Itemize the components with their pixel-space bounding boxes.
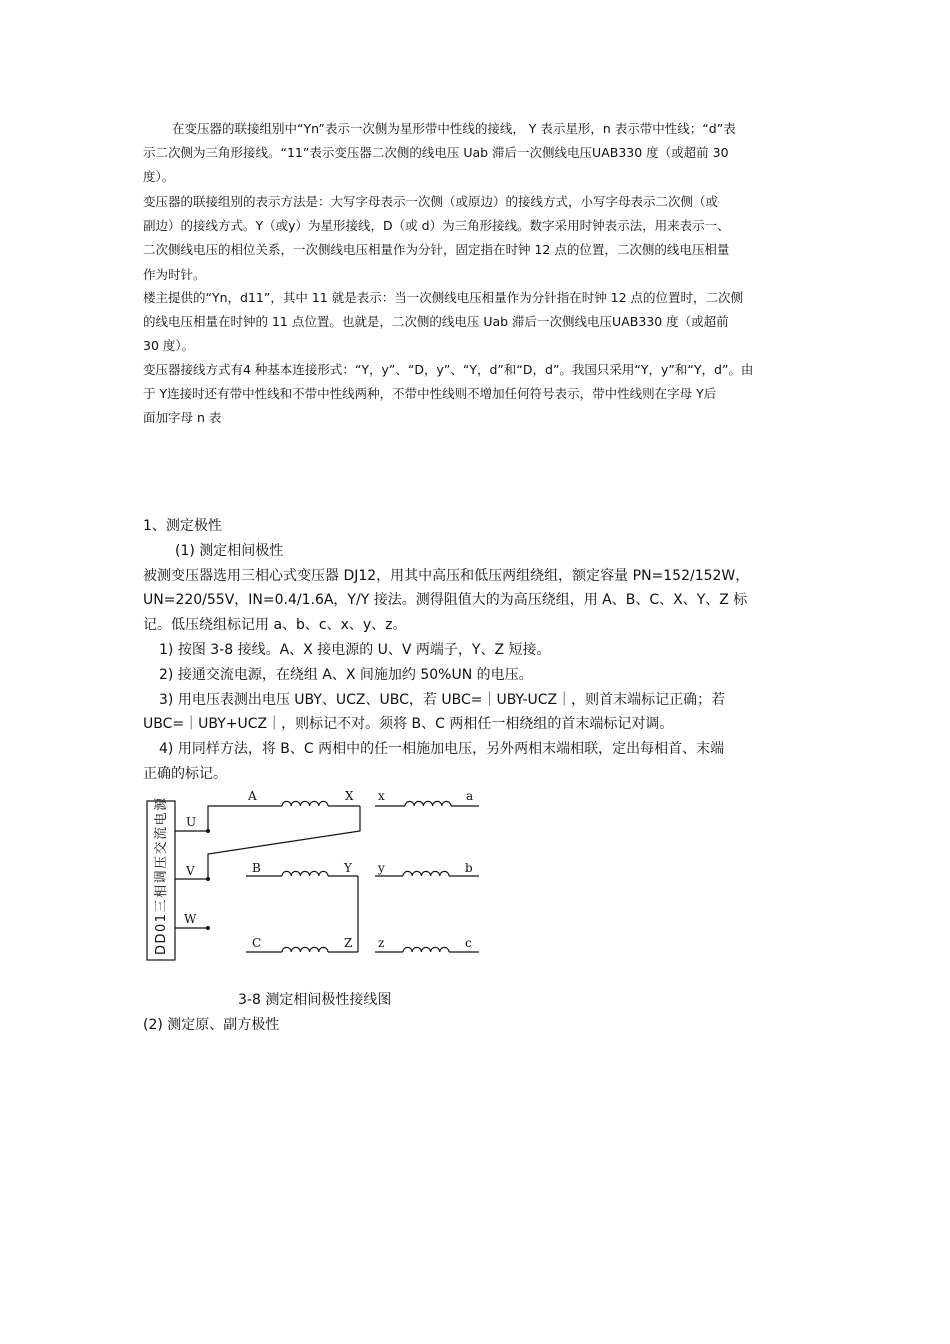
label-b: b [465, 861, 473, 875]
label-C: C [252, 936, 262, 950]
coil-x-a [405, 801, 451, 806]
subsection-heading: (1) 测定相间极性 [175, 542, 284, 559]
subsection-heading-2: (2) 测定原、副方极性 [143, 1017, 280, 1033]
label-A: A [248, 789, 257, 803]
step-2: 2) 接通交流电源，在绕组 A、X 间施加约 50%UN 的电压。 [159, 666, 533, 683]
text-line: 二次侧线电压的相位关系，一次侧线电压相量作为分针，固定指在时钟 12 点的位置，二次侧的线电压相量 [143, 242, 730, 258]
text-line: 的线电压相量在时钟的 11 点位置。也就是，二次侧的线电压 Uab 滞后一次侧线电压UAB330 度（或超前 [143, 314, 729, 330]
text-line: 变压器的联接组别的表示方法是：大写字母表示一次侧（或原边）的接线方式，小写字母表示二次侧（或 [143, 194, 719, 209]
intro-paragraph-3 [143, 286, 811, 359]
coil-A-X [282, 801, 328, 806]
text-line: 于 Y连接时还有带中性线和不带中性线两种，不带中性线则不增加任何符号表示，带中性线则在字母 Y后 [143, 386, 717, 402]
text-line: 示二次侧为三角形接线。“11”表示变压器二次侧的线电压 Uab 滞后一次侧线电压UAB330 度（或超前 30 [143, 145, 729, 161]
intro-paragraph-1 [143, 117, 811, 190]
step-3-line-1: 3) 用电压表测出电压 UBY、UCZ、UBC，若 UBC=｜UBY-UCZ｜，则首末端标记正确；若 [159, 691, 726, 708]
label-c: c [465, 936, 472, 950]
terminal-U-label: U [186, 815, 197, 829]
text-line: 度）。 [143, 169, 175, 185]
text-line: UN=220/55V，IN=0.4/1.6A，Y/Y 接法。测得阻值大的为高压绕组，用 A、B、C、X、Y、Z 标 [143, 592, 748, 609]
step-1: 1) 按图 3-8 接线。A、X 接电源的 U、V 两端子，Y、Z 短接。 [159, 641, 551, 658]
text-line: 楼主提供的“Yn，d11”，其中 11 就是表示：当一次侧线电压相量作为分针指在时钟 12 点的位置时，二次侧 [143, 290, 744, 305]
text-line: 30 度）。 [143, 338, 195, 354]
text-line: 变压器接线方式有4 种基本连接形式：“Y，y”、“D，y”、“Y，d”和“D，d”。我国只采用“Y，y”和“Y，d”。由 [143, 362, 754, 377]
label-y: y [378, 861, 385, 875]
intro-paragraph-2 [143, 190, 811, 287]
label-a: a [466, 789, 474, 803]
label-B: B [252, 861, 261, 875]
section-polarity [143, 514, 811, 787]
label-z: z [378, 936, 385, 950]
figure-caption: 3-8 测定相间极性接线图 [238, 992, 392, 1008]
power-source-label: DD01三相调压交流电源 [154, 796, 169, 955]
label-Z: Z [344, 936, 353, 950]
terminal-V-label: V [186, 864, 195, 878]
text-line: 作为时针。 [143, 266, 206, 282]
step-3-line-2: UBC=｜UBY+UCZ｜，则标记不对。须将 B、C 两相任一相绕组的首末端标记对调。 [143, 716, 674, 733]
text-line: 面加字母 n 表 [143, 410, 222, 426]
intro-paragraph-4 [143, 358, 811, 431]
terminal-W-label: W [184, 912, 197, 926]
section-heading: 1、测定极性 [143, 518, 222, 534]
coil-B-Y [282, 871, 328, 876]
label-X: X [345, 789, 354, 803]
step-4-line-1: 4) 用同样方法，将 B、C 两相中的任一相施加电压，另外两相末端相联，定出每相首、末端 [159, 741, 725, 758]
step-4-line-2: 正确的标记。 [143, 765, 227, 782]
coil-z-c [403, 947, 449, 952]
label-Y: Y [344, 861, 352, 875]
text-line: 被测变压器选用三相心式变压器 DJ12，用其中高压和低压两组绕组，额定容量 PN=152/152W， [143, 567, 750, 584]
text-line: 在变压器的联接组别中“Yn”表示一次侧为星形带中性线的接线， Y 表示星形，n 表示带中性线；“d”表 [172, 121, 736, 136]
coil-y-b [403, 871, 449, 876]
label-x: x [378, 789, 385, 803]
wiring-diagram [140, 785, 490, 965]
coil-C-Z [282, 947, 328, 952]
text-line: 记。低压绕组标记用 a、b、c、x、y、z。 [143, 617, 407, 634]
text-line: 副边）的接线方式。Y（或y）为星形接线，D（或 d）为三角形接线。数字采用时钟表示法，用来表示一、 [143, 218, 730, 234]
